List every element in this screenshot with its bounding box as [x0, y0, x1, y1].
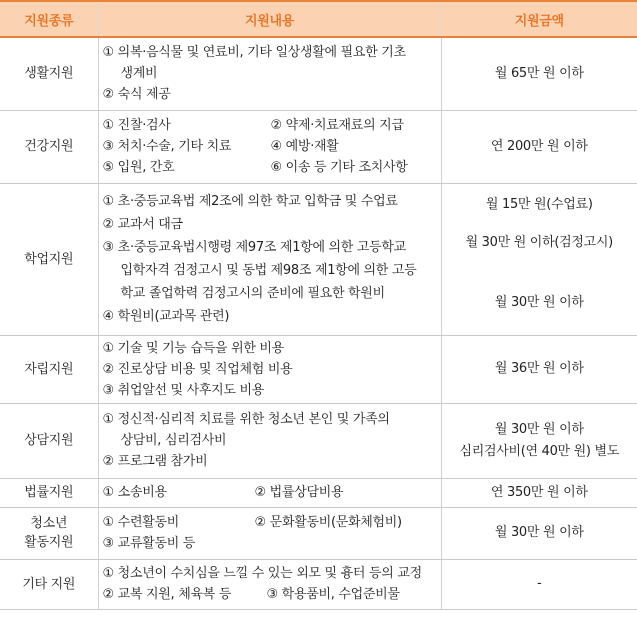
amount-cell: 연 200만 원 이하 [441, 110, 637, 183]
amount-line: 월 30만 원 이하(검정고시) [465, 234, 613, 250]
amount-cell: 월 36만 원 이하 [441, 335, 637, 403]
type-cell [0, 507, 98, 559]
header-row [0, 1, 637, 37]
item: ② 교과서 대금 [102, 217, 183, 232]
item: ③ 처치·수술, 기타 치료 [102, 139, 232, 154]
amount-line: 심리검사비(연 40만 원) 별도 [459, 443, 620, 459]
content-cell [98, 559, 441, 609]
item: ⑤ 입원, 간호 [102, 160, 175, 175]
amount-cell: 월 65만 원 이하 [441, 37, 637, 110]
item: ② 약제·치료재료의 지급 [270, 118, 404, 133]
header-content: 지원내용 [98, 1, 441, 37]
amount-cell: 월 30만 원 이하 [441, 507, 637, 559]
header-type: 지원종류 [0, 1, 98, 37]
item: ① 수련활동비 [102, 515, 179, 530]
row-education [0, 183, 637, 335]
row-living [0, 37, 637, 110]
content-cell [98, 37, 441, 110]
type-cell: 학업지원 [0, 183, 98, 335]
item: ② 교복 지원, 체육복 등 [102, 587, 232, 602]
header-amount: 지원금액 [441, 1, 637, 37]
item: ④ 학원비(교과목 관련) [102, 309, 230, 324]
content-cell [98, 335, 441, 403]
item-continuation: 상담비, 심리검사비 [120, 433, 227, 448]
item: ① 청소년이 수치심을 느낄 수 있는 외모 및 흉터 등의 교정 [102, 566, 422, 581]
type-cell: 상담지원 [0, 403, 98, 478]
row-health [0, 110, 637, 183]
amount-cell [441, 403, 637, 478]
item: ② 문화활동비(문화체험비) [254, 515, 402, 530]
type-line: 활동지원 [24, 535, 74, 550]
amount-cell: - [441, 559, 637, 609]
item: ② 법률상담비용 [254, 485, 344, 500]
item: ③ 학용품비, 수업준비물 [266, 587, 400, 602]
item: ④ 예방·재활 [270, 139, 339, 154]
content-cell [98, 183, 441, 335]
item: ① 기술 및 기능 습득을 위한 비용 [102, 340, 284, 356]
content-cell [98, 478, 441, 507]
type-line: 청소년 [30, 516, 68, 531]
item: ③ 취업알선 및 사후지도 비용 [102, 382, 265, 398]
content-cell [98, 110, 441, 183]
row-independence [0, 335, 637, 403]
row-other [0, 559, 637, 609]
item: ③ 초·중등교육법시행령 제97조 제1항에 의한 고등학교 [102, 240, 406, 255]
content-cell [98, 403, 441, 478]
amount-cell: 연 350만 원 이하 [441, 478, 637, 507]
amount-cell [441, 183, 637, 335]
amount-line: 월 15만 원(수업료) [485, 196, 593, 212]
item: ⑥ 이송 등 기타 조치사항 [270, 160, 408, 175]
row-youth-activity [0, 507, 637, 559]
type-cell: 자립지원 [0, 335, 98, 403]
row-counseling [0, 403, 637, 478]
item-continuation: 학교 졸업학력 검정고시의 준비에 필요한 학원비 [120, 286, 385, 301]
item-continuation: 생계비 [120, 66, 158, 82]
type-cell: 생활지원 [0, 37, 98, 110]
item: ① 의복·음식물 및 연료비, 기타 일상생활에 필요한 기초 [102, 45, 406, 61]
item: ① 초·중등교육법 제2조에 의한 학교 입학금 및 수업료 [102, 194, 398, 209]
item: ③ 교류활동비 등 [102, 536, 196, 551]
content-cell [98, 507, 441, 559]
amount-line: 월 30만 원 이하 [494, 421, 584, 437]
row-legal [0, 478, 637, 507]
item: ① 정신적·심리적 치료를 위한 청소년 본인 및 가족의 [102, 412, 390, 427]
item: ① 진찰·검사 [102, 118, 171, 133]
item-continuation: 입학자격 검정고시 및 동법 제98조 제1항에 의한 고등 [120, 263, 417, 278]
amount-line: 월 30만 원 이하 [494, 294, 584, 310]
item: ② 숙식 제공 [102, 87, 171, 103]
type-cell: 기타 지원 [0, 559, 98, 609]
item: ① 소송비용 [102, 485, 167, 500]
item: ② 프로그램 참가비 [102, 454, 208, 469]
type-cell: 건강지원 [0, 110, 98, 183]
item: ② 진로상담 비용 및 직업체험 비용 [102, 361, 293, 377]
type-cell: 법률지원 [0, 478, 98, 507]
